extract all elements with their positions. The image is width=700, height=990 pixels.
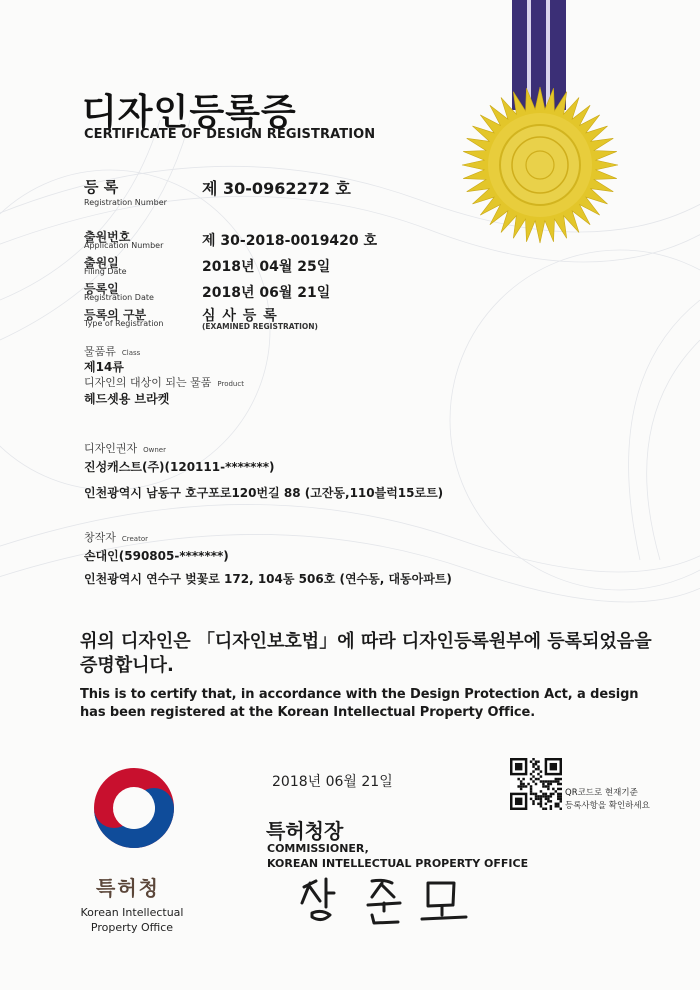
creator-label-ko: 창작자 [84,531,116,544]
taegeuk-emblem [92,766,176,850]
issuer-title: 특허청장 [266,819,344,843]
creator-label-en: Creator [121,535,149,543]
owner-address: 인천광역시 남동구 호구포로120번길 88 (고잔동,110블럭15로트) [84,486,444,500]
office-name: 특허청 [96,876,160,900]
product-label [84,374,244,390]
owner-label-ko: 디자인권자 [84,442,138,455]
qr-note-line1: QR코드로 현재기준 [565,788,638,798]
signature [296,873,476,927]
registration-label-en: Registration Number [84,198,167,207]
class-value: 제14류 [84,360,124,374]
issue-date: 2018년 06월 21일 [272,774,393,790]
office-name-en: Korean Intellectual Property Office [80,906,184,934]
certification-text-en: This is to certify that, in accordance with the Design Protection Act, a design has been registered at the Korean Intellectual Property Office. [80,687,639,720]
class-label [84,343,140,359]
application-label: 출원번호 [84,230,131,244]
application-number: 제 30-2018-0019420 호 [202,233,378,249]
class-label-en: Class [121,349,141,357]
registration-type-label-en: Type of Registration [84,319,164,328]
product-label-en: Product [217,380,244,388]
filing-date-label-en: Filing Date [84,267,127,276]
owner-name: 진성캐스트(주)(120111-*******) [84,460,275,474]
qr-note-line2: 등록사항을 확인하세요 [565,801,650,811]
filing-date-label: 출원일 [84,256,119,270]
product-value: 헤드셋용 브라켓 [84,392,170,406]
application-label-en: Application Number [84,241,164,250]
registration-type: 심 사 등 록 [202,308,278,324]
issuer-title-en-2: KOREAN INTELLECTUAL PROPERTY OFFICE [267,857,529,870]
owner-label-en: Owner [143,446,166,454]
creator-name: 손대인(590805-*******) [84,549,229,563]
certification-text-ko: 위의 디자인은 「디자인보호법」에 따라 디자인등록원부에 등록되었음을 증명합니다. [80,631,652,676]
product-label-ko: 디자인의 대상이 되는 물품 [84,376,212,389]
registration-date-label-en: Registration Date [84,293,154,302]
registration-label: 등 록 [84,178,119,196]
registration-type-en: (EXAMINED REGISTRATION) [202,322,318,331]
qr-code[interactable] [510,758,562,810]
registration-type-label: 등록의 구분 [84,308,147,322]
gold-seal [460,0,630,245]
creator-label [84,529,148,545]
certificate-title: 디자인등록증 [82,92,297,133]
registration-date: 2018년 06월 21일 [202,285,331,301]
filing-date: 2018년 04월 25일 [202,259,331,275]
issuer-title-en-1: COMMISSIONER, [267,842,369,855]
class-label-ko: 물품류 [84,345,116,358]
registration-number: 제 30-0962272 호 [202,179,351,198]
owner-label [84,440,166,456]
registration-date-label: 등록일 [84,282,119,296]
creator-address: 인천광역시 연수구 벚꽃로 172, 104동 506호 (연수동, 대동아파트) [84,572,452,586]
certificate-title-en: CERTIFICATE OF DESIGN REGISTRATION [84,127,376,142]
qr-note [565,787,650,813]
